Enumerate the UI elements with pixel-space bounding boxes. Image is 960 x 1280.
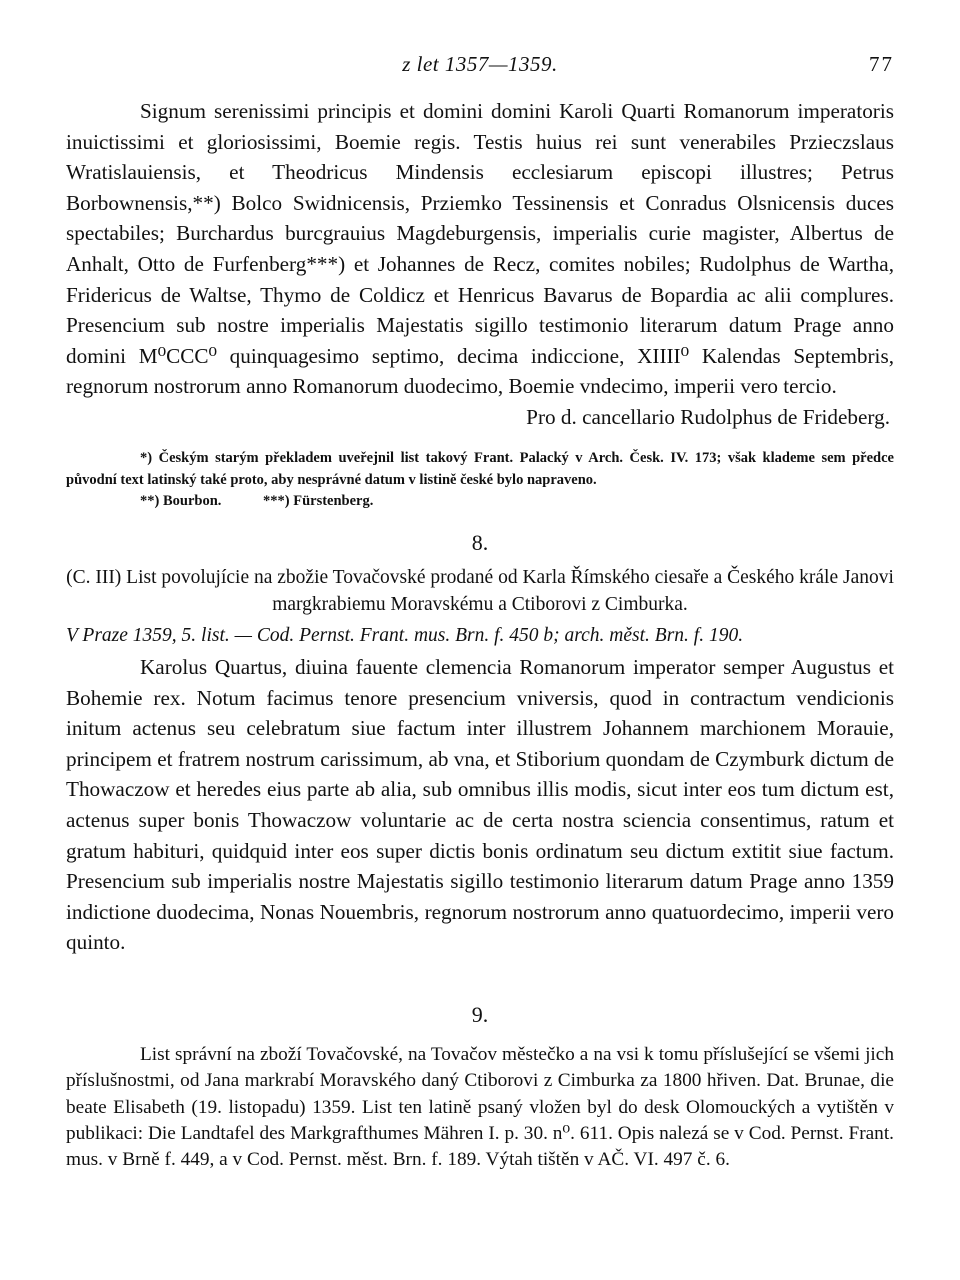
document-7-signature: Pro d. cancellario Rudolphus de Frideberg. [526, 404, 890, 429]
footnote-1: *) Českým starým překladem uveřejnil list takový Frant. Palacký v Arch. Česk. IV. 173; však klademe sem předce původní text latinský také proto, aby nesprávné datum v listině české bylo napraveno. [66, 450, 894, 488]
page-number: 77 [869, 52, 894, 76]
document-9-regest [66, 1042, 894, 1173]
document-8-body: Karolus Quartus, diuina fauente clemencia Romanorum imperator semper Augustus et Bohemie rex. Notum facimus tenore presencium vniversis, quod in contractum vendicionis initum actenus seu celebratum siue factum inter illustrem Johannem marchionem Morauie, principem et fratrem nostrum carissimum, ab vna, et Stiborium quondam de Czymburk dictum de Thowaczow et heredes eius parte ab alia, sub omnibus illis modis, sicut inter eos tum dictum est, actenus super bonis Thowaczow voluntarie ac de certa nostra sciencia consentimus, ratum et gratum habituri, quidquid inter eos super dictis bonis ordinatum seu dictum extitit siue factum. Presencium sub imperialis nostre Majestatis sigillo testimonio literarum datum Prage anno 1359 indictione duodecima, Nonas Nouembris, regnorum nostrorum anno quatuordecimo, imperii vero quinto. [66, 655, 894, 955]
document-8-heading: (C. III) List povolujície na zbožie Tovačovské prodané od Karla Římského ciesaře a Českého krále Janovi margkrabiemu Moravskému a Ctiborovi z Cimburka. [66, 567, 894, 615]
footnote-2: **) Bourbon. [140, 493, 222, 509]
document-9-text: List správní na zboží Tovačovské, na Tovačov městečko a na vsi k tomu příslušející se všemi jich příslušnostmi, od Jana markrabí Moravského daný Ctiborovi z Cimburka za 1800 hřiven. Dat. Brunae, die beate Elisabeth (19. listopadu) 1359. List ten latině psaný vložen byl do desk Olomouckých a vytištěn v publikaci: Die Landtafel des Markgrafthumes Mähren I. p. 30. n⁰. 611. Opis nalezá se v Cod. Pernst. Frant. mus. v Brně f. 449, a v Cod. Pernst. měst. Brn. f. 189. Výtah tištěn v AČ. VI. 497 č. 6. [66, 1044, 894, 1171]
running-title: z let 1357—1359. [402, 52, 558, 76]
document-8-number: 8. [471, 530, 489, 555]
page-header [0, 52, 960, 80]
document-8-source: V Praze 1359, 5. list. — Cod. Pernst. Frant. mus. Brn. f. 450 b; arch. měst. Brn. f. 190. [66, 625, 744, 646]
document-7-continuation [66, 96, 894, 433]
document-8-text [66, 652, 894, 958]
footnote-markers [66, 491, 894, 513]
footnote-3: ***) Fürstenberg. [263, 493, 374, 509]
document-9-number: 9. [471, 1002, 489, 1027]
footnotes [66, 448, 894, 513]
document-7-text: Signum serenissimi principis et domini domini Karoli Quarti Romanorum imperatoris inuictissimi et gloriosissimi, Boemie regis. Testis huius rei sunt venerabiles Przieczslaus Wratislauiensis, et Theodricus Mindensis ecclesiarum episcopi illustres; Petrus Borbownensis,**) Bolco Swidnicensis, Prziemko Tessinensis et Conradus Olsnicensis duces spectabiles; Burchardus burcgrauius Magdeburgensis, imperialis curie magister, Albertus de Anhalt, Otto de Furfenberg***) et Johannes de Recz, comites nobiles; Rudolphus de Wartha, Fridericus de Waltse, Thymo de Coldicz et Henricus Bavarus de Bopardia ac alii complures. Presencium sub nostre imperialis Majestatis sigillo testimonio literarum datum Prage anno domini M⁰CCC⁰ quinquagesimo septimo, decima indiccione, XIIII⁰ Kalendas Septembris, regnorum nostrorum anno Romanorum duodecimo, Boemie vndecimo, imperii vero tercio. [66, 99, 894, 399]
